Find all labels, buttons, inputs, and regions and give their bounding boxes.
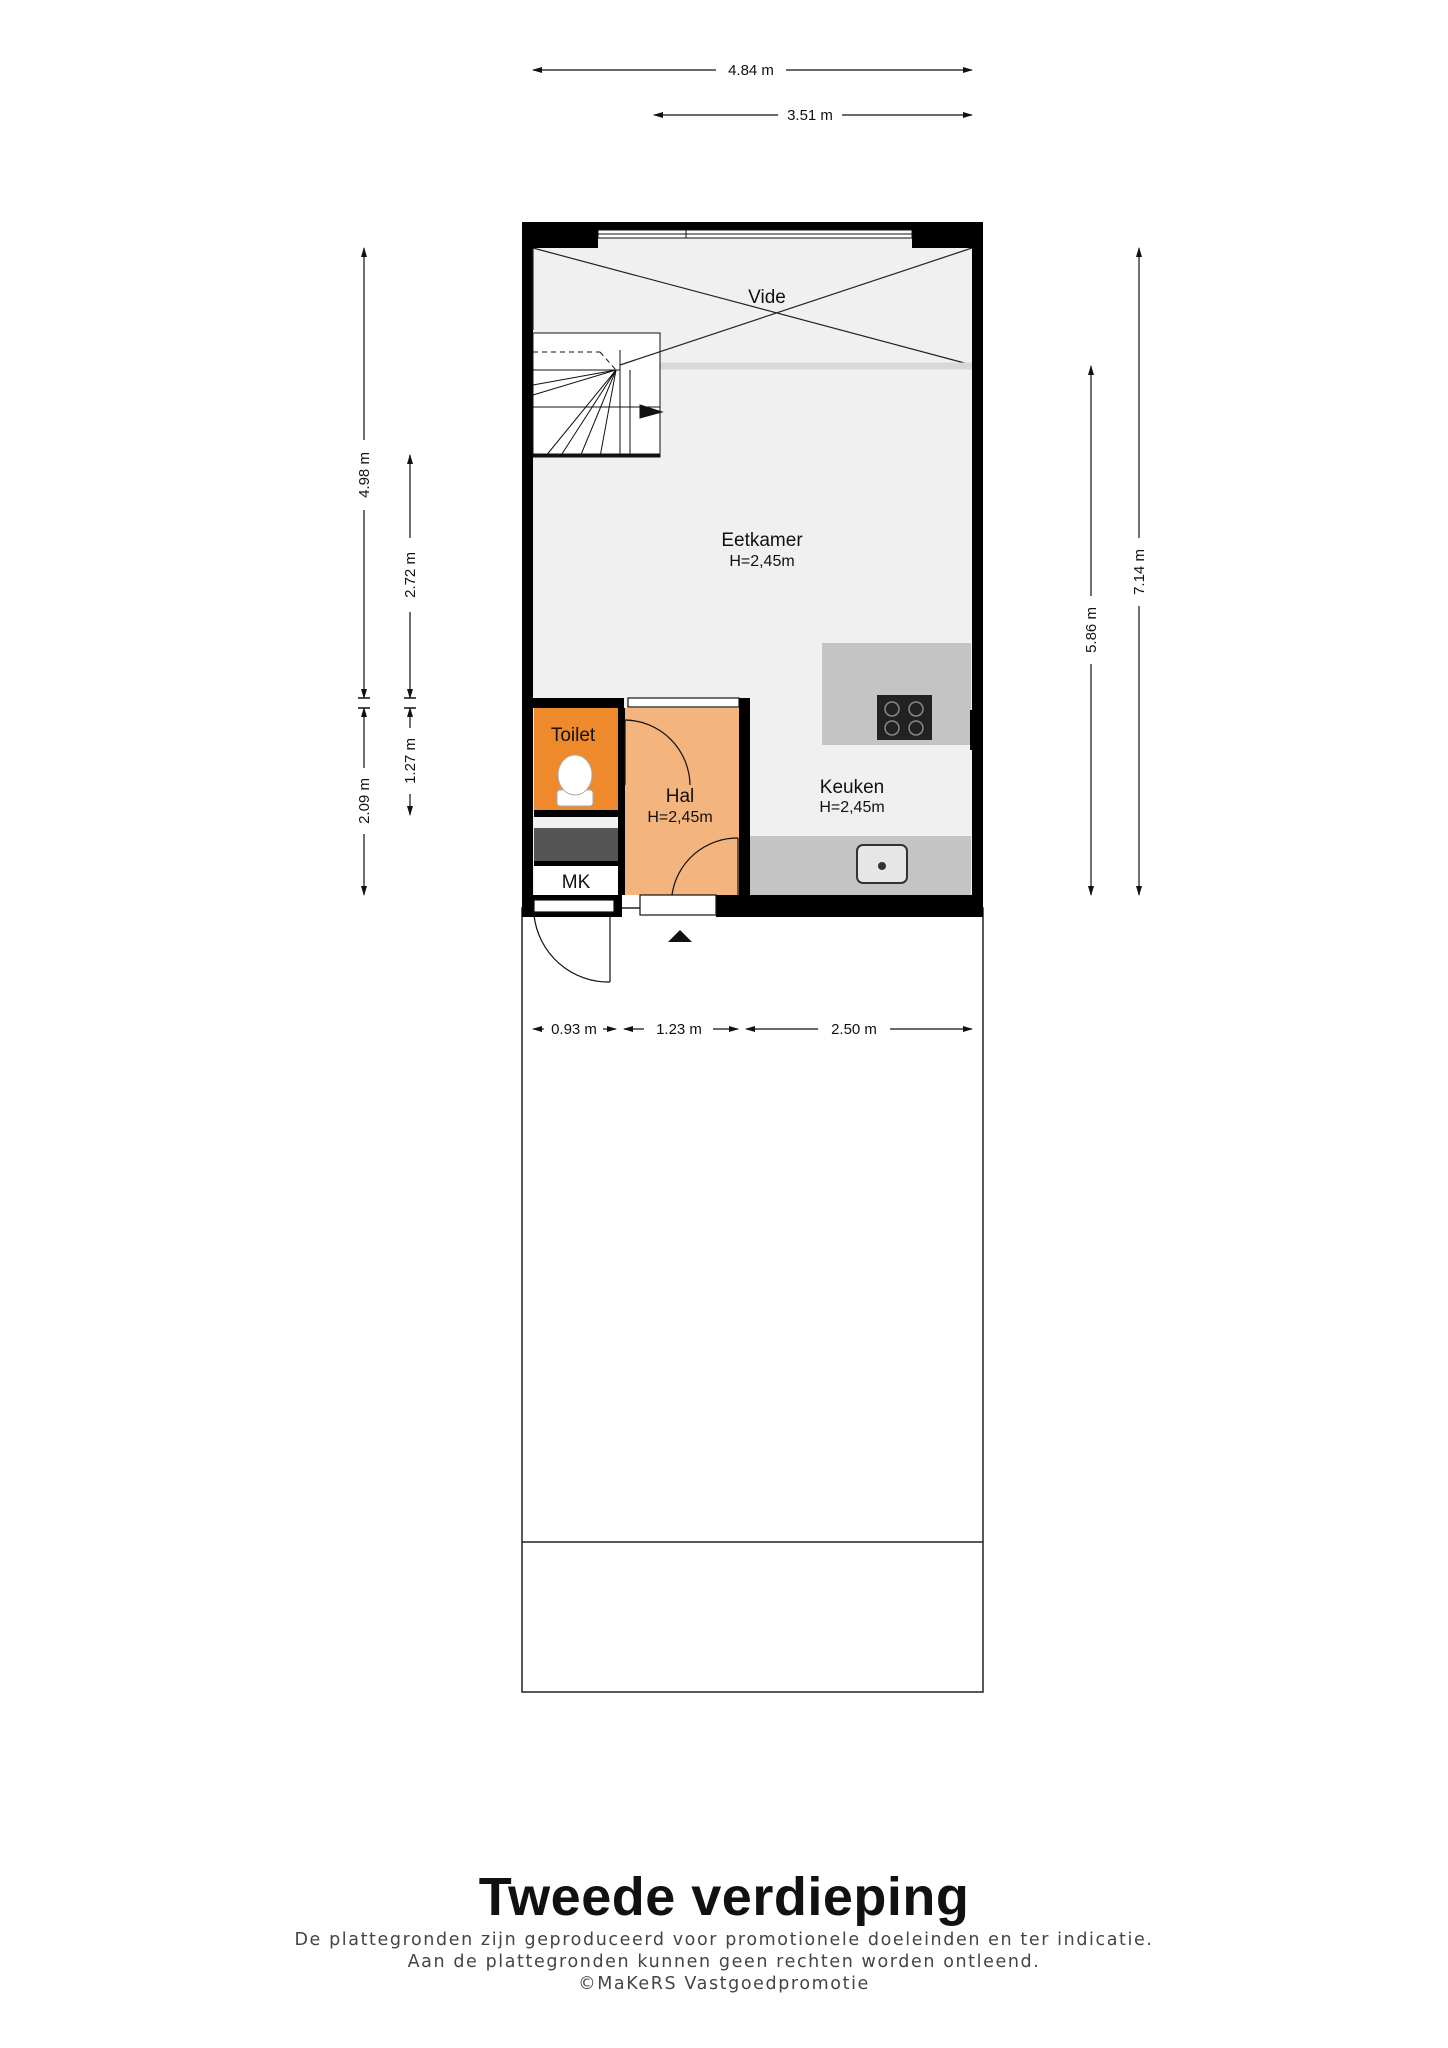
dim-right-inner: 5.86 m (1083, 607, 1100, 653)
dim-left-inner-bottom: 1.27 m (402, 738, 419, 784)
room-label-keuken: Keuken (819, 777, 885, 798)
room-label-toilet: Toilet (550, 725, 596, 746)
room-height-eetkamer: H=2,45m (729, 553, 795, 570)
dim-left-inner-top: 2.72 m (402, 552, 419, 598)
meter-cabinet (534, 828, 618, 861)
room-height-hal: H=2,45m (647, 809, 713, 826)
entrance-arrow-icon (668, 930, 692, 942)
top-window (598, 230, 912, 238)
room-label-hal: Hal (665, 786, 695, 807)
dim-bottom-2: 1.23 m (656, 1021, 702, 1038)
front-door (640, 895, 716, 915)
dim-right-outer: 7.14 m (1131, 549, 1148, 595)
dim-top-total: 4.84 m (728, 62, 774, 79)
cooktop-icon (877, 695, 932, 740)
sink-icon (857, 845, 907, 883)
dim-top-partial: 3.51 m (787, 107, 833, 124)
side-door (534, 900, 614, 912)
inner-window (628, 698, 739, 707)
room-label-vide: Vide (748, 287, 786, 308)
copyright-line: ©MaKeRS Vastgoedpromotie (578, 1974, 870, 1994)
disclaimer-line-1: De plattegronden zijn geproduceerd voor promotionele doeleinden en ter indicatie. (294, 1930, 1154, 1950)
footer (0, 1865, 1448, 1995)
dimension-ticks (358, 698, 416, 708)
dim-left-outer-top: 4.98 m (356, 452, 373, 498)
room-label-mk: MK (561, 872, 591, 893)
dim-bottom-1: 0.93 m (551, 1021, 597, 1038)
room-height-keuken: H=2,45m (819, 799, 885, 816)
room-label-eetkamer: Eetkamer (721, 530, 803, 551)
toilet-icon (557, 755, 593, 806)
dim-left-outer-bottom: 2.09 m (356, 778, 373, 824)
dim-bottom-3: 2.50 m (831, 1021, 877, 1038)
disclaimer-line-2: Aan de plattegronden kunnen geen rechten worden ontleend. (407, 1952, 1041, 1972)
floor-title: Tweede verdieping (478, 1867, 970, 1927)
